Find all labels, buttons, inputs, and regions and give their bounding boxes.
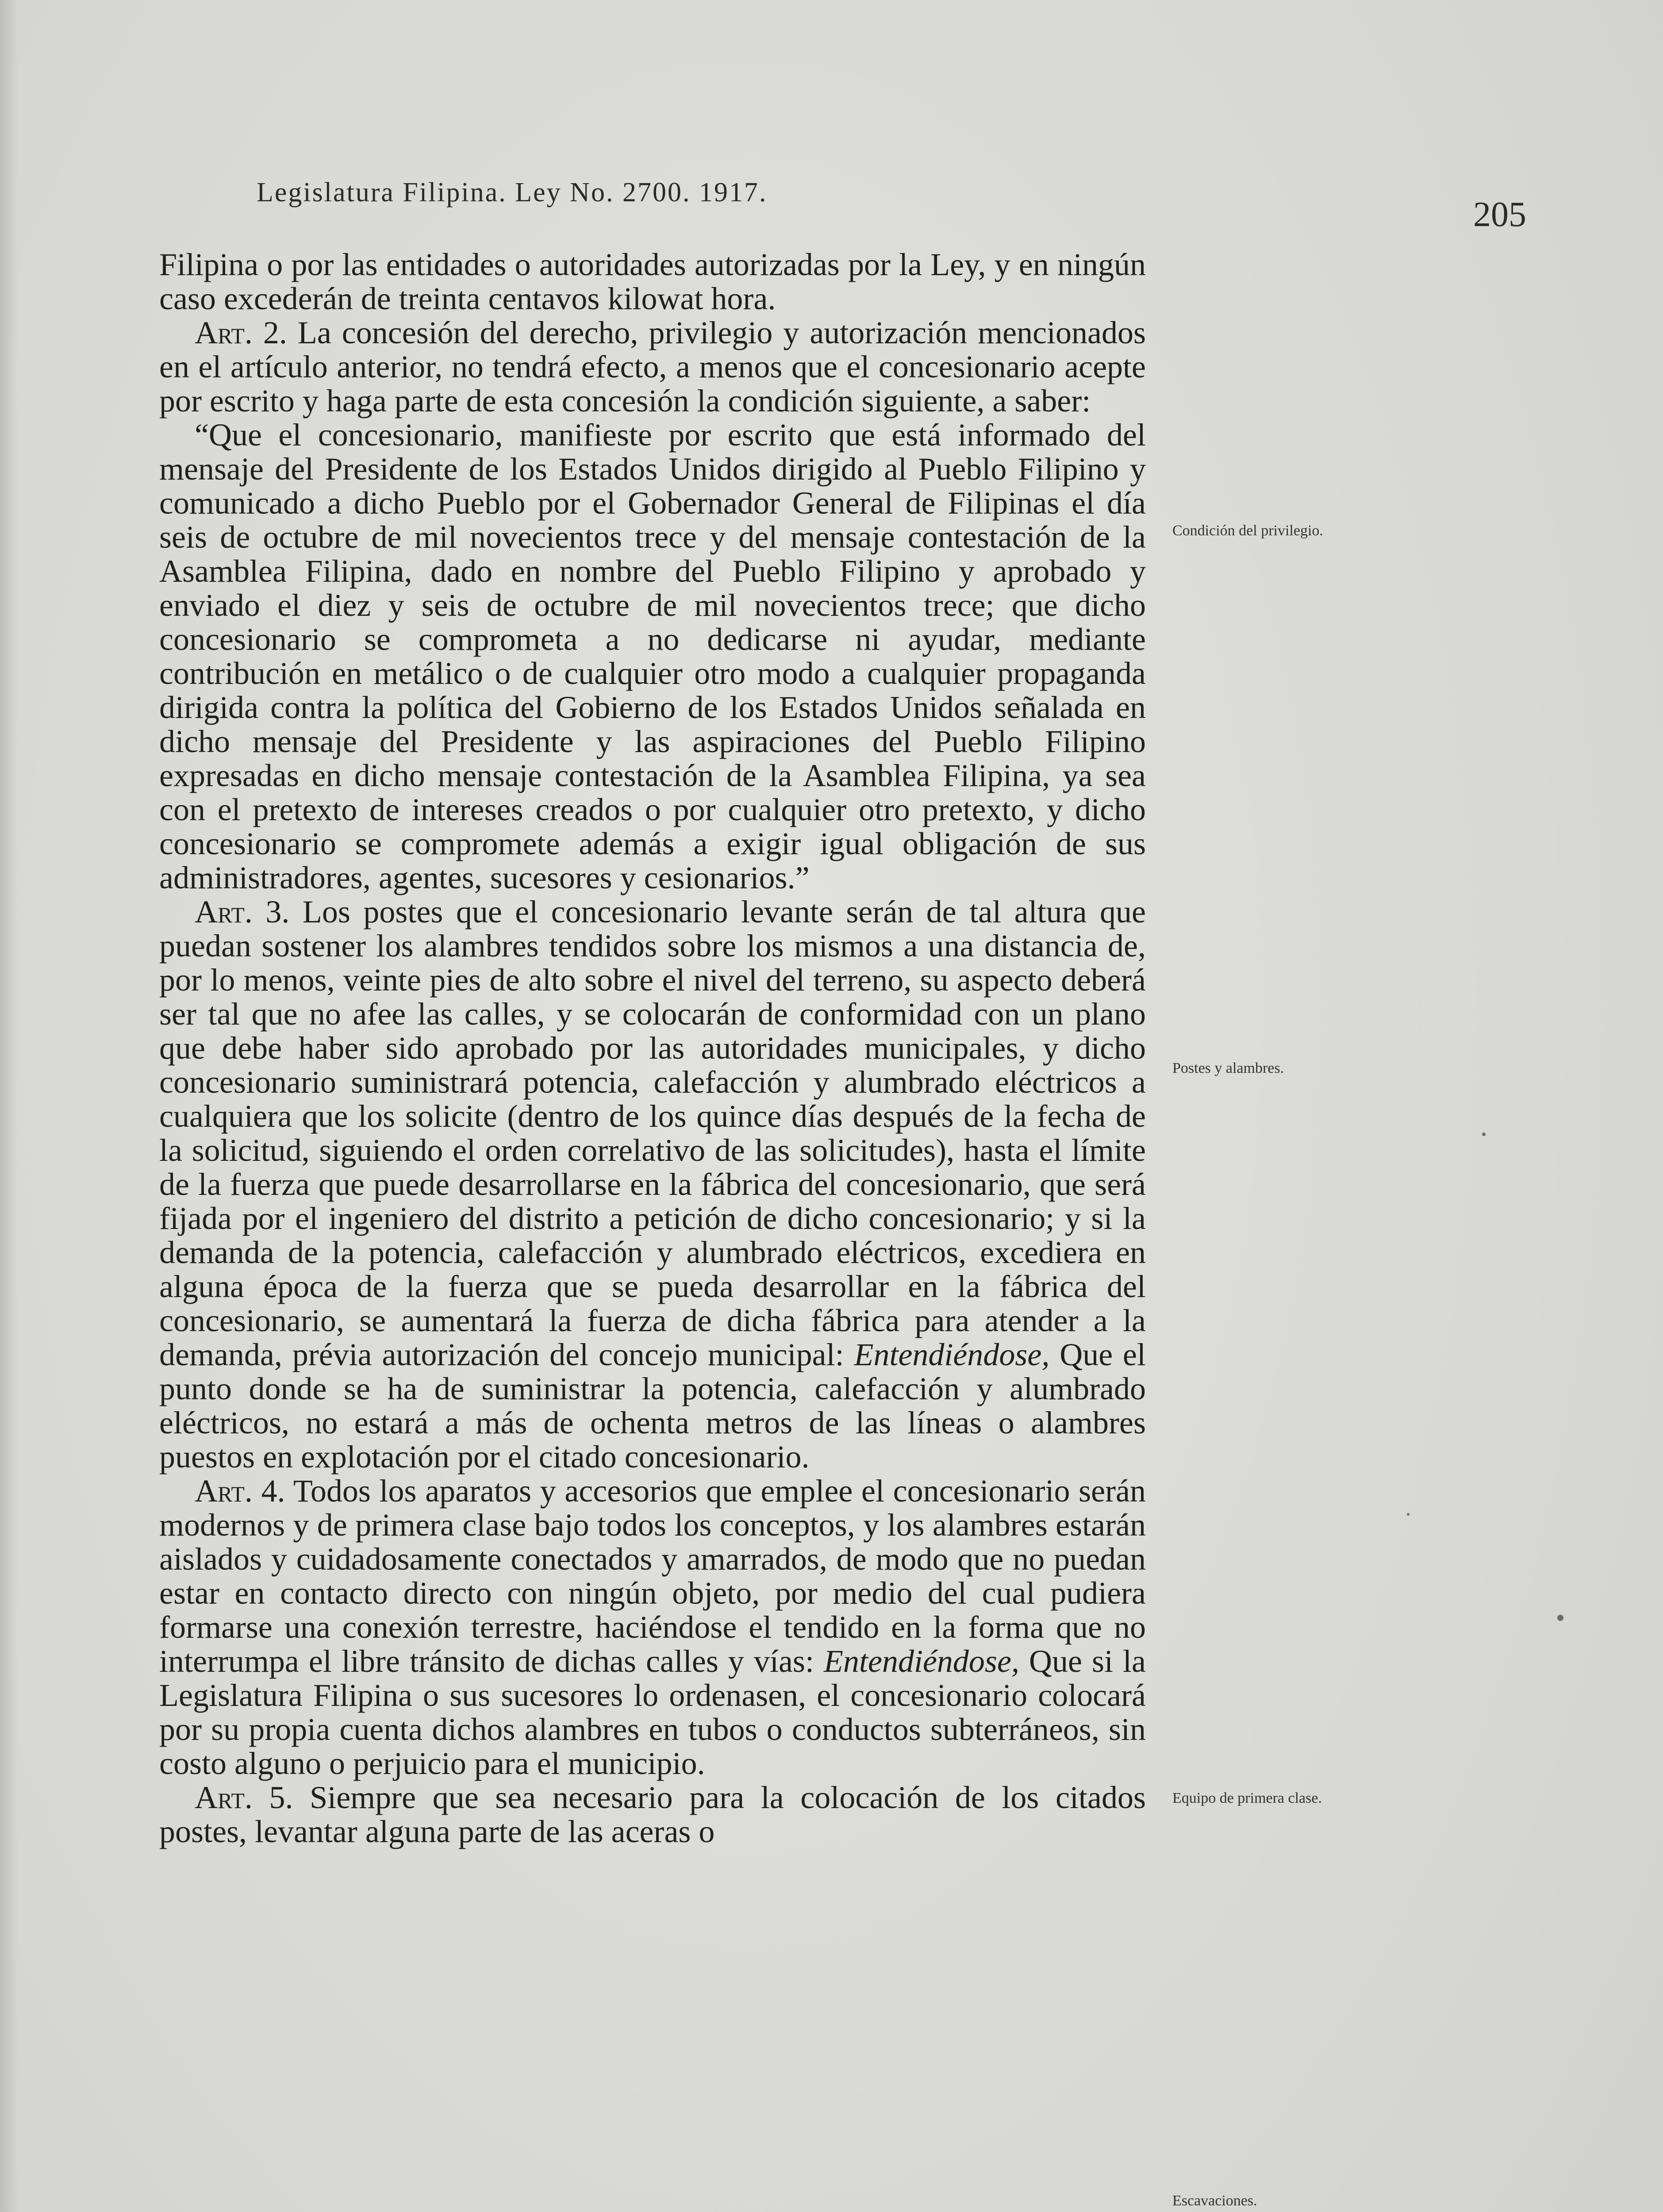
- running-head: Legislatura Filipina. Ley No. 2700. 1917.: [257, 177, 768, 207]
- margin-note-condicion: Condición del privilegio.: [1172, 522, 1323, 539]
- body-text: [159, 248, 1146, 1849]
- margin-note-postes: Postes y alambres.: [1172, 1060, 1284, 1076]
- quoted-condition: “Que el concesionario, manifieste por escrito que está informado del mensaje del Presidente de los Estados Unidos dirigido al Pueblo Filipino y comunicado a dicho Pueblo por el Gobernador General de Filipinas el día seis de octubre de mil novecientos trece y del mensaje contestación de la Asamblea Filipina, dado en nombre del Pueblo Filipino y aprobado y enviado el diez y seis de octubre de mil novecientos trece; que dicho concesionario se comprometa a no dedicarse ni ayudar, mediante contribución en metálico o de cualquier otro modo a cualquier propaganda dirigida contra la política del Gobierno de los Estados Unidos señalada en dicho mensaje del Presidente y las aspiraciones del Pueblo Filipino expresadas en dicho mensaje contestación de la Asamblea Filipina, ya sea con el pretexto de intereses creados o por cualquier otro pretexto, y dicho concesionario se compromete además a exigir igual obligación de sus administradores, agentes, sucesores y cesionarios.”: [159, 417, 1146, 895]
- scan-speck: [1482, 1133, 1486, 1136]
- page-number: 205: [1473, 195, 1526, 234]
- page-edge-shadow: [0, 0, 18, 2212]
- scan-speck: [1557, 1615, 1563, 1621]
- scan-speck: [1407, 1513, 1410, 1516]
- article-3: Art. 3. Los postes que el concesionario levante serán de tal altura que puedan sostener los alambres tendidos sobre los mismos a una distancia de, por lo menos, veinte pies de alto sobre el nivel del terreno, su aspecto deberá ser tal que no afee las calles, y se colocarán de conformidad con un plano que debe haber sido aprobado por las autoridades municipales, y dicho concesionario suministrará potencia, calefacción y alumbrado eléctricos a cualquiera que los solicite (dentro de los quince días después de la fecha de la solicitud, siguiendo el orden correlativo de las solicitudes), hasta el límite de la fuerza que puede desarrollarse en la fábrica del concesionario, que será fijada por el ingeniero del distrito a petición de dicho concesionario; y si la demanda de la potencia, calefacción y alumbrado eléctricos, excediera en alguna época de la fuerza que se pueda desarrollar en la fábrica del concesionario, se aumentará la fuerza de dicha fábrica para atender a la demanda, prévia autorización del concejo municipal: Entendiéndose, Que el punto donde se ha de suministrar la potencia, calefacción y alumbrado eléctricos, no estará a más de ochenta metros de las líneas o alambres puestos en explotación por el citado concesionario.: [159, 894, 1146, 1475]
- article-2: Art. 2. La concesión del derecho, privilegio y autorización mencionados en el artículo anterior, no tendrá efecto, a menos que el concesionario acepte por escrito y haga parte de esta concesión la condición siguiente, a saber:: [159, 315, 1146, 419]
- margin-note-excavaciones: Escavaciones.: [1172, 2193, 1257, 2209]
- article-5-label: Art. 5.: [195, 1780, 293, 1815]
- paragraph-continuation: Filipina o por las entidades o autoridades autorizadas por la Ley, y en ningún caso excederán de treinta centavos kilowat hora.: [159, 247, 1146, 316]
- article-5: Art. 5. Siempre que sea necesario para la colocación de los citados postes, levantar alguna parte de las aceras o: [159, 1780, 1146, 1849]
- margin-note-equipo: Equipo de primera clase.: [1172, 1790, 1322, 1806]
- article-2-label: Art. 2.: [195, 315, 287, 350]
- article-4-label: Art. 4.: [195, 1473, 285, 1509]
- article-4: Art. 4. Todos los aparatos y accesorios que emplee el concesionario serán modernos y de primera clase bajo todos los conceptos, y los alambres estarán aislados y cuidadosamente conectados y amarrados, de modo que no puedan estar en contacto directo con ningún objeto, por medio del cual pudiera formarse una conexión terrestre, haciéndose el tendido en la forma que no interrumpa el libre tránsito de dichas calles y vías: Entendiéndose, Que si la Legislatura Filipina o sus sucesores lo ordenasen, el concesionario colocará por su propia cuenta dichos alambres en tubos o conductos subterráneos, sin costo alguno o perjuicio para el municipio.: [159, 1473, 1146, 1781]
- article-3-label: Art. 3.: [195, 894, 290, 929]
